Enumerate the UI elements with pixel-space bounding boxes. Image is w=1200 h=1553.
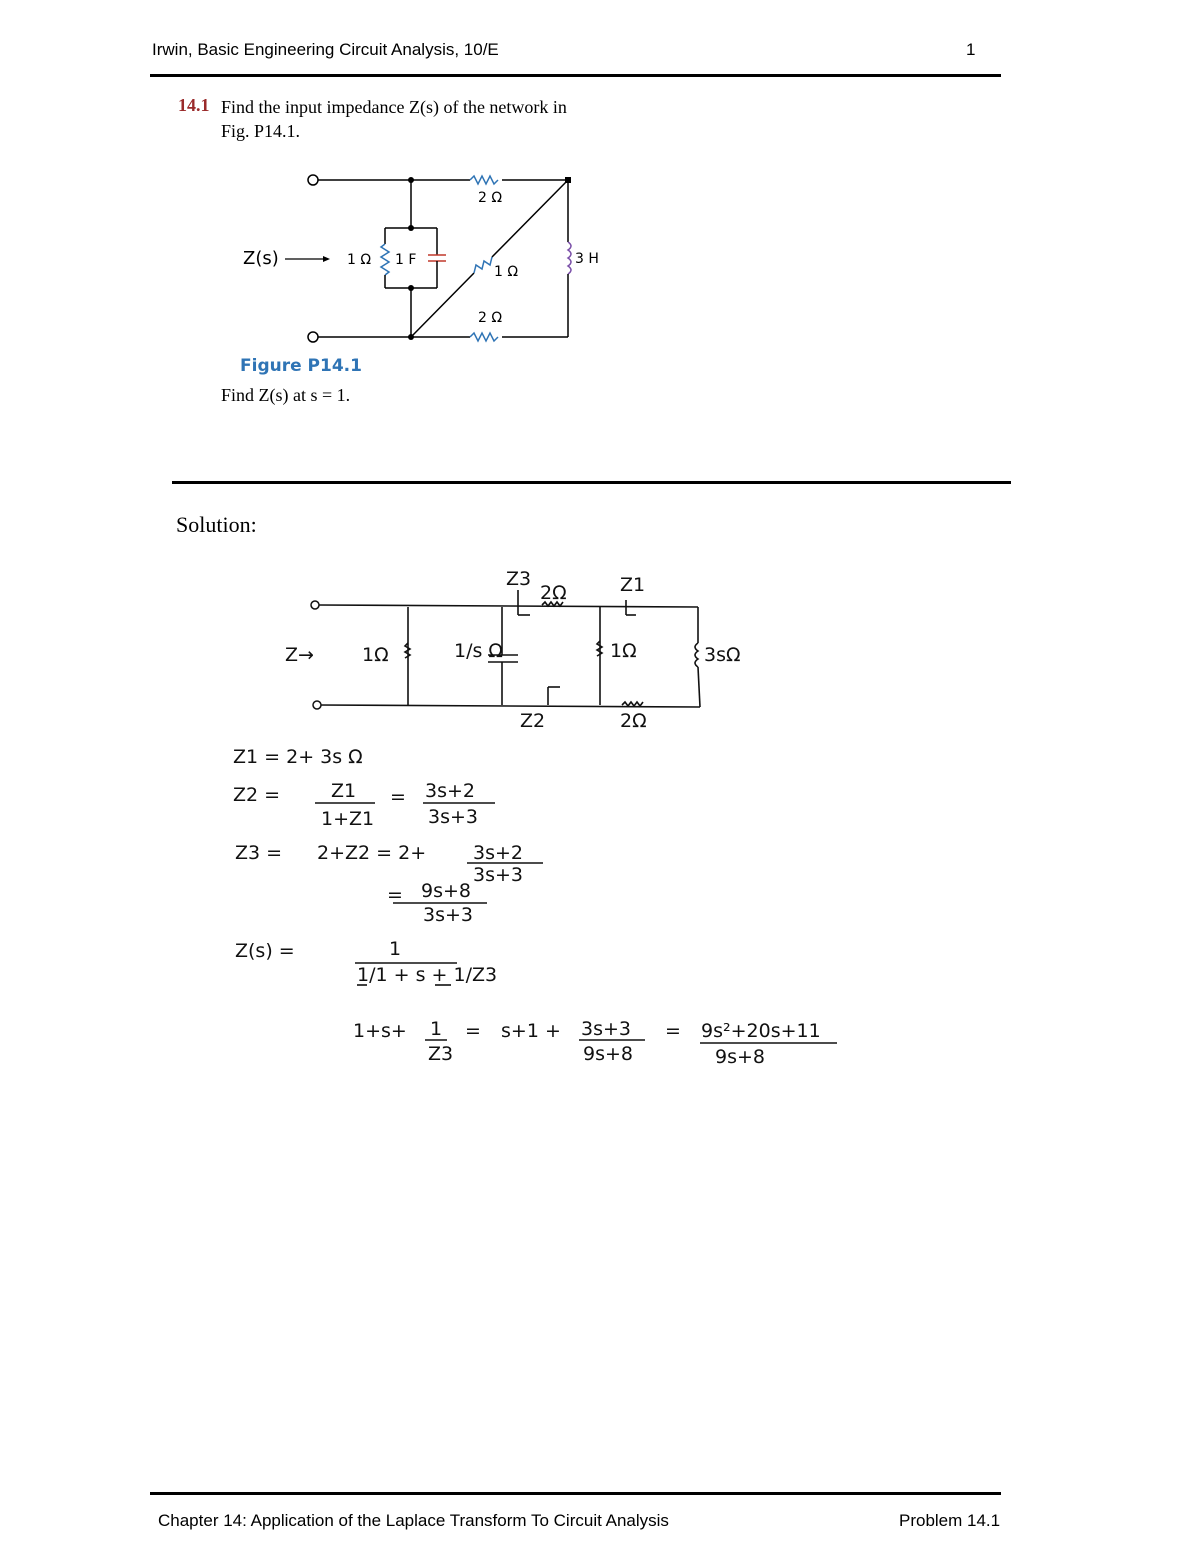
eq-z2-num: Z1 [331,780,357,802]
sol-r-mid: 1Ω [610,640,637,662]
fig-r-diag: 1 Ω [494,264,519,280]
problem-text [221,95,621,143]
solution-label: Solution: [176,512,257,537]
eq-z2-lhs: Z2 = [233,784,281,806]
footer-problem: Problem 14.1 [899,1511,1001,1530]
footer-rule [150,1492,1001,1495]
solution-equations [225,735,865,1075]
sol-z3: Z3 [506,568,532,590]
fig-r-top: 2 Ω [478,190,503,206]
fig-r-left: 1 Ω [347,252,372,268]
sol-r-top: 2Ω [540,582,567,604]
sol-cap: 1/s Ω [454,640,503,662]
problem-number: 14.1 [178,95,210,115]
footer-chapter: Chapter 14: Application of the Laplace Transform To Circuit Analysis [158,1511,669,1530]
eq-z3-lhs: Z3 = [235,842,283,864]
eq-zs-num: 1 [389,938,402,960]
eq-z3-den2: 3s+3 [423,904,473,926]
eq-last-res-num: 9s²+20s+11 [701,1020,821,1042]
problem-text-line1: Find the input impedance Z(s) of the network in [221,97,567,117]
problem-text-line2: Fig. P14.1. [221,121,301,141]
fig-inductor: 3 H [575,251,599,267]
eq-last-den: 9s+8 [583,1043,633,1065]
eq-z2-den2: 3s+3 [428,806,478,828]
eq-z3-mid: 2+Z2 = 2+ [317,842,427,864]
eq-last-frac-num: 1 [430,1018,443,1040]
figure-caption: Figure P14.1 [240,356,362,376]
find-text: Find Z(s) at s = 1. [221,385,351,405]
section-rule [172,481,1011,484]
sol-z1: Z1 [620,574,646,596]
eq-last-num: 3s+3 [581,1018,631,1040]
eq-z3-num2: 9s+8 [421,880,471,902]
eq-zs-den: 1/1 + s + 1/Z3 [357,964,498,986]
eq-last-lhs: 1+s+ [353,1020,407,1042]
eq-z2-den: 1+Z1 [321,808,375,830]
eq-last-res-den: 9s+8 [715,1046,765,1068]
solution-circuit [280,565,780,735]
eq-last-frac-den: Z3 [428,1043,454,1065]
sol-r-bottom: 2Ω [620,710,647,732]
fig-cap: 1 F [395,252,417,268]
fig-r-bottom: 2 Ω [478,310,503,326]
svg-text:=: = [387,884,403,906]
eq-z3-den: 3s+3 [473,864,523,886]
svg-text:=: = [390,786,406,808]
eq-last-mid: s+1 + [501,1020,561,1042]
eq-z3-num: 3s+2 [473,842,523,864]
sol-ind: 3sΩ [704,644,741,666]
sol-r-left: 1Ω [362,644,389,666]
figure-circuit [230,160,610,355]
sol-z-arrow: Z→ [285,644,314,666]
eq-z1: Z1 = 2+ 3s Ω [233,746,363,768]
fig-input-label: Z(s) [243,248,279,269]
sol-z2: Z2 [520,710,546,732]
header-rule [150,74,1001,77]
svg-text:=: = [665,1020,681,1042]
page-number: 1 [966,40,976,59]
eq-z2-num2: 3s+2 [425,780,475,802]
eq-zs-lhs: Z(s) = [235,940,295,962]
svg-text:=: = [465,1020,481,1042]
header-title: Irwin, Basic Engineering Circuit Analysis, 10/E [152,40,499,59]
